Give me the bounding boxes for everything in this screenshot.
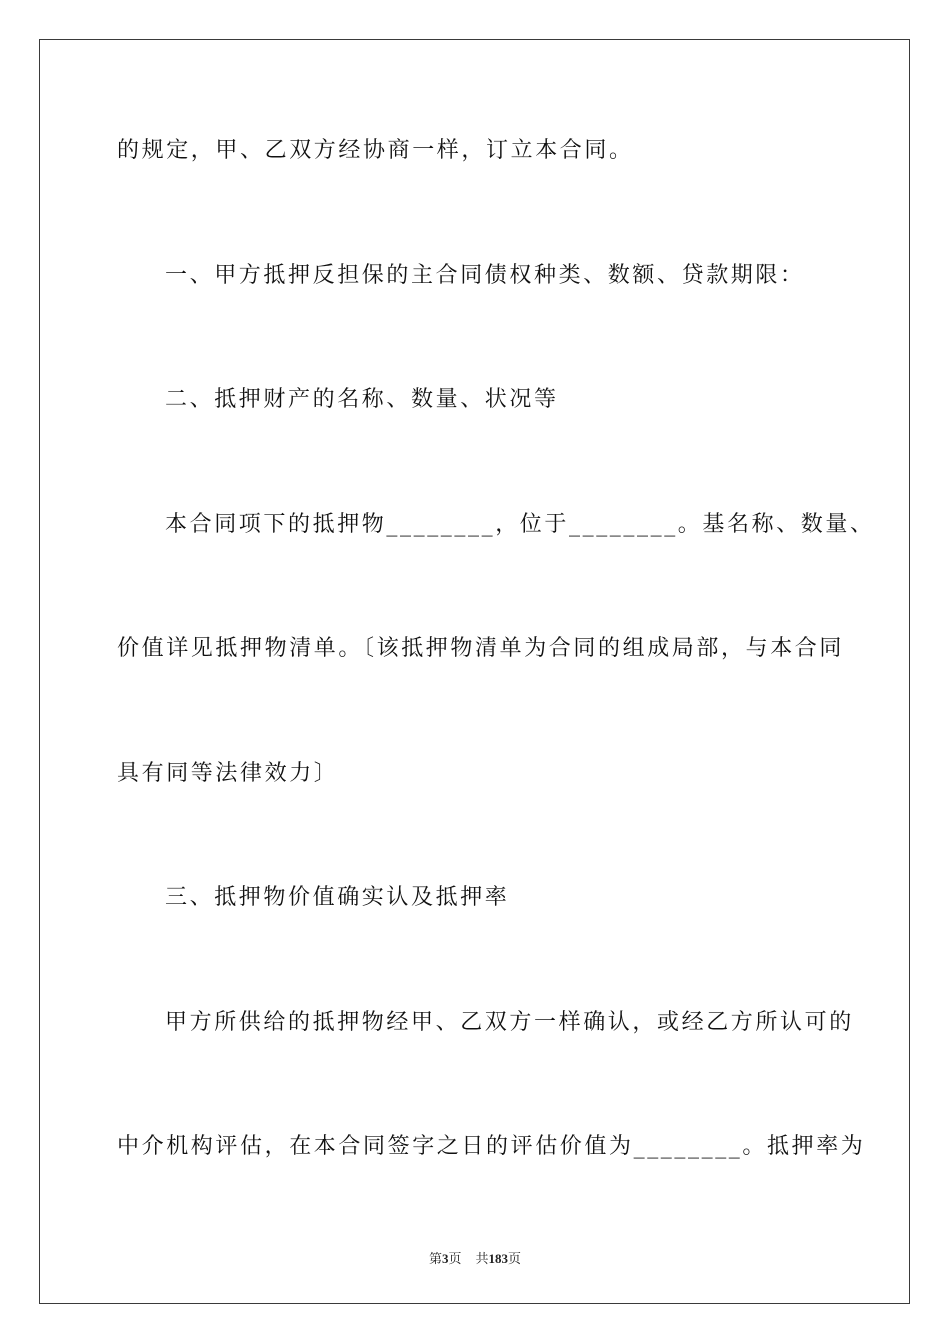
page-border — [39, 39, 910, 1304]
body-line-8: 甲方所供给的抵押物经甲、乙双方一样确认，或经乙方所认可的 — [165, 1010, 854, 1035]
page-suffix: 页 — [448, 1251, 462, 1266]
body-line-6: 具有同等法律效力〕 — [117, 761, 339, 786]
total-pages: 183 — [488, 1251, 509, 1266]
page-prefix: 第 — [428, 1251, 442, 1266]
body-line-5: 价值详见抵押物清单。〔该抵押物清单为合同的组成局部，与本合同 — [117, 636, 845, 661]
body-line-9: 中介机构评估，在本合同签字之日的评估价值为________。抵押率为 — [117, 1134, 866, 1159]
clause-1-heading: 一、甲方抵押反担保的主合同债权种类、数额、贷款期限： — [165, 263, 805, 288]
clause-2-heading: 二、抵押财产的名称、数量、状况等 — [165, 387, 559, 412]
total-prefix: 共 — [475, 1251, 489, 1266]
body-line-4: 本合同项下的抵押物________，位于________。基名称、数量、 — [165, 512, 875, 537]
page-number: 3 — [441, 1251, 449, 1266]
page-footer — [0, 1248, 950, 1267]
clause-3-heading: 三、抵押物价值确实认及抵押率 — [165, 885, 510, 910]
body-line-1: 的规定，甲、乙双方经协商一样，订立本合同。 — [117, 138, 634, 163]
total-suffix: 页 — [508, 1251, 522, 1266]
